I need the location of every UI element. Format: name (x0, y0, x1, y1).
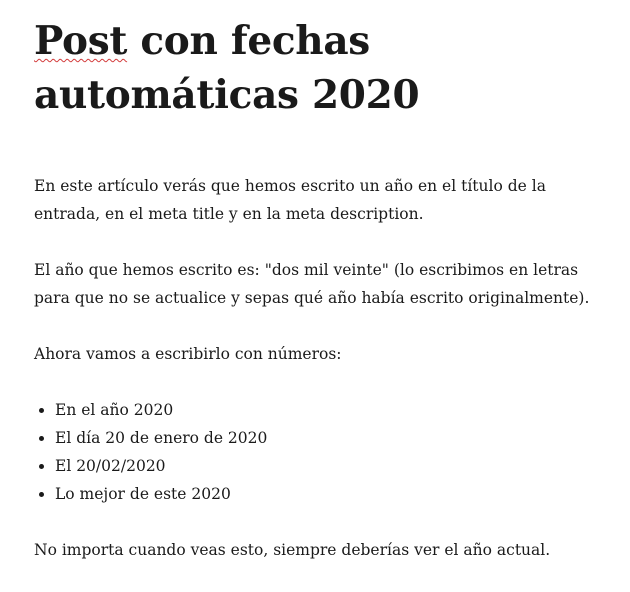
paragraph-closing: No importa cuando veas esto, siempre deberías ver el año actual. (34, 541, 551, 559)
post-title-rest: con fechas automáticas 2020 (34, 18, 420, 118)
list-item: • El día 20 de enero de 2020 (55, 424, 604, 452)
paragraph-intro: En este artículo verás que hemos escrito un año en el título de la entrada, en el meta title y en la meta description. (34, 177, 546, 223)
list-item: • Lo mejor de este 2020 (55, 480, 604, 508)
post-article (34, 0, 604, 559)
post-content (34, 172, 604, 592)
paragraph-year-written: El año que hemos escrito es: "dos mil veinte" (lo escribimos en letras para que no se actualice y sepas qué año había escrito originalmente). (34, 261, 590, 307)
post-title-misspelled-word[interactable]: Post (34, 18, 128, 64)
list-item: • El 20/02/2020 (55, 452, 604, 480)
paragraph-numbers-intro: Ahora vamos a escribirlo con números: (34, 345, 342, 363)
post-title (34, 14, 604, 122)
dates-list (34, 396, 604, 508)
list-item: • En el año 2020 (55, 396, 604, 424)
